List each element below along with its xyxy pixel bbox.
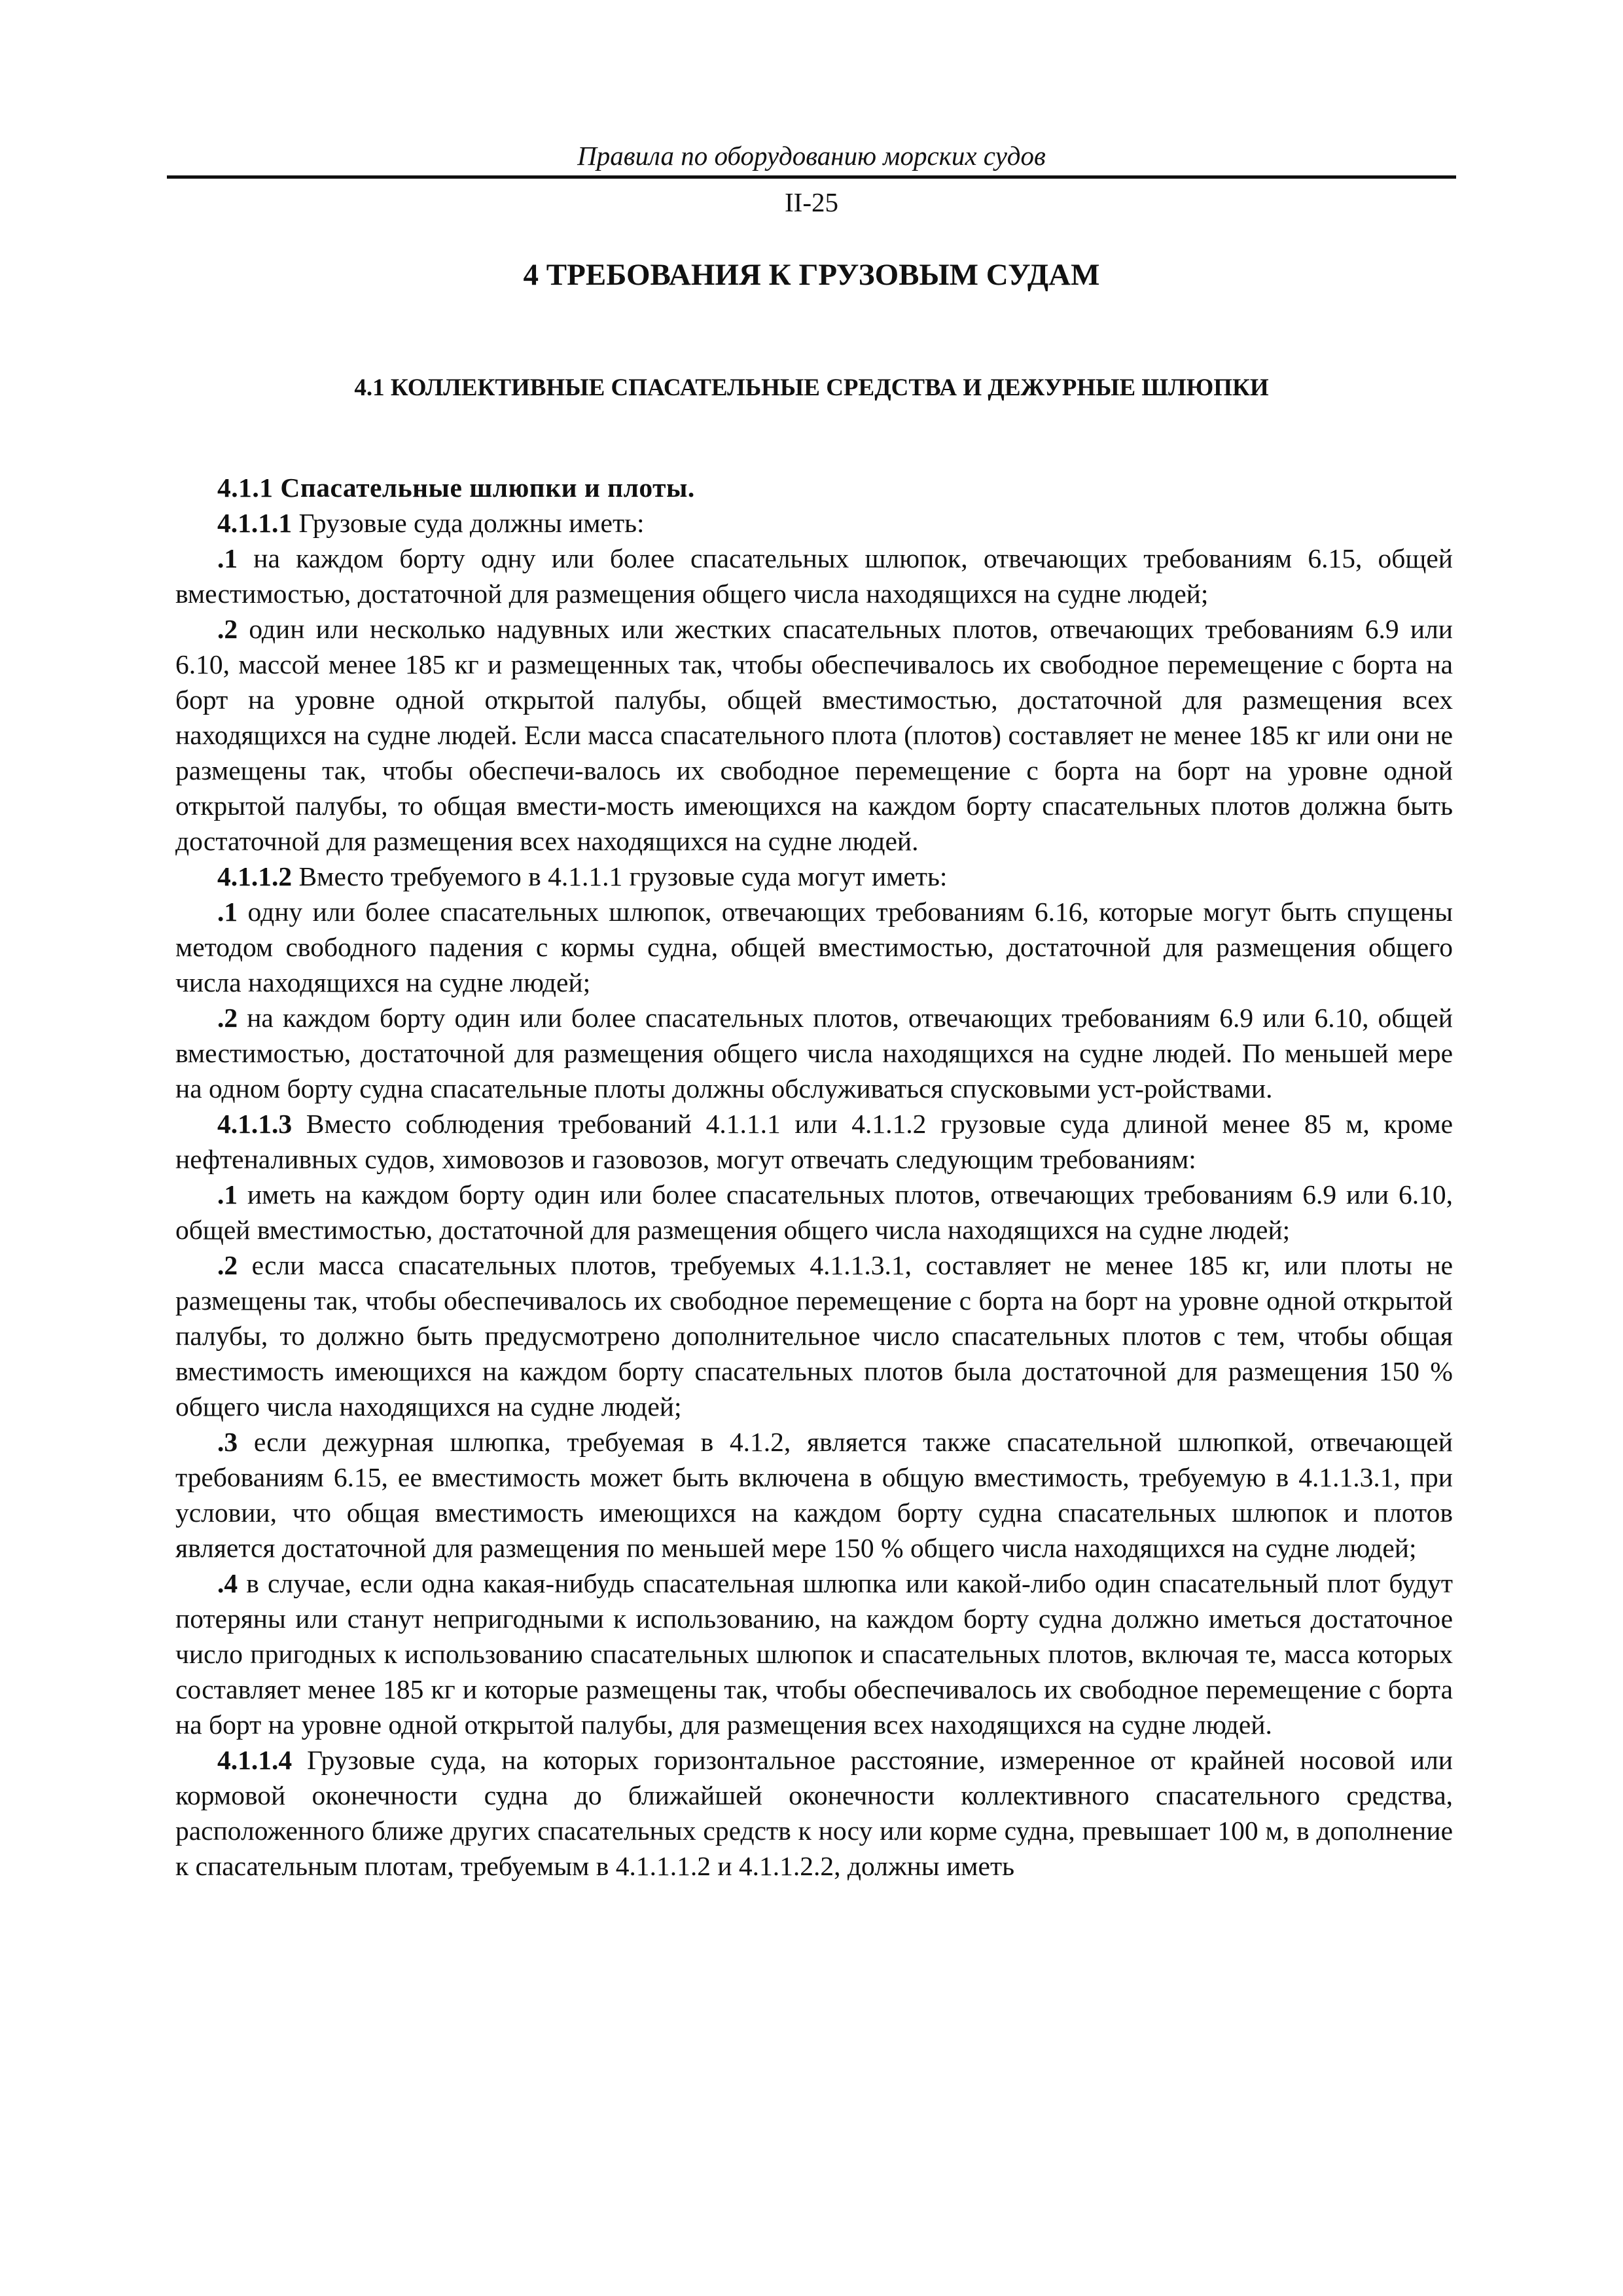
item-text: в случае, если одна какая-нибудь спасательная шлюпка или какой-либо один спасательный плот будут потеряны или станут непригодными к использованию, на каждом борту судна должно иметься достаточное число пригодных к использованию спасательных шлюпок и спасательных плотов, включая те, масса которых составляет менее 185 кг и которые размещены так, чтобы обеспечивалось их свободное перемещение с борта на борт на уровне одной открытой палубы, для размещения всех находящихся на судне людей. bbox=[175, 1568, 1453, 1740]
paragraph-4-1-1-1 bbox=[175, 505, 1453, 541]
paragraph-4-1-1-1-1 bbox=[175, 541, 1453, 611]
paragraph-4-1-1-3-3 bbox=[175, 1424, 1453, 1566]
paragraph-number: 4.1.1.2 bbox=[217, 861, 293, 891]
paragraph-4-1-1-2-2 bbox=[175, 1000, 1453, 1106]
paragraph-text: Грузовые суда, на которых горизонтальное расстояние, измеренное от крайней носовой или кормовой оконечности судна до ближайшей оконечности коллективного спасательного средства, расположенного ближе других спасательных средств к носу или корме судна, превышает 100 м, в дополнение к спасательным плотам, требуемым в 4.1.1.1.2 и 4.1.1.2.2, должны иметь bbox=[175, 1745, 1453, 1881]
item-text: один или несколько надувных или жестких спасательных плотов, отвечающих требованиям 6.9 или 6.10, массой менее 185 кг и размещенных так, чтобы обеспечивалось их свободное перемещение с борта на борт на уровне одной открытой палубы, общей вместимостью, достаточной для размещения всех находящихся на судне людей. Если масса спасательного плота (плотов) составляет не менее 185 кг или они не размещены так, чтобы обеспечи-валось их свободное перемещение с борта на борт на уровне одной открытой палубы, то общая вмести-мость имеющихся на каждом борту спасательных плотов должна быть достаточной для размещения всех находящихся на судне людей. bbox=[175, 614, 1453, 856]
section-title: 4.1 КОЛЛЕКТИВНЫЕ СПАСАТЕЛЬНЫЕ СРЕДСТВА И ДЕЖУРНЫЕ ШЛЮПКИ bbox=[354, 374, 1269, 401]
subsection-heading-text: 4.1.1 Спасательные шлюпки и плоты. bbox=[217, 473, 695, 503]
running-header: Правила по оборудованию морских судов bbox=[577, 141, 1046, 171]
page-number: II-25 bbox=[785, 187, 838, 217]
paragraph-number: 4.1.1.3 bbox=[217, 1109, 293, 1139]
subsection-heading bbox=[175, 470, 1453, 505]
item-number: .2 bbox=[217, 1250, 238, 1280]
item-number: .2 bbox=[217, 1003, 238, 1033]
item-text: на каждом борту одну или более спасательных шлюпок, отвечающих требованиям 6.15, общей вместимостью, достаточной для размещения общего числа находящихся на судне людей; bbox=[175, 543, 1453, 609]
body-text bbox=[175, 470, 1453, 1884]
paragraph-4-1-1-3-1 bbox=[175, 1177, 1453, 1247]
item-number: .1 bbox=[217, 543, 238, 573]
paragraph-4-1-1-3-4 bbox=[175, 1566, 1453, 1742]
paragraph-4-1-1-3 bbox=[175, 1106, 1453, 1177]
paragraph-4-1-1-2 bbox=[175, 859, 1453, 894]
item-text: если масса спасательных плотов, требуемых 4.1.1.3.1, составляет не менее 185 кг, или плоты не размещены так, чтобы обеспечивалось их свободное перемещение с борта на борт на уровне одной открытой палубы, то должно быть предусмотрено дополнительное число спасательных плотов с тем, чтобы общая вместимость имеющихся на каждом борту спасательных плотов была достаточной для размещения 150 % общего числа находящихся на судне людей; bbox=[175, 1250, 1453, 1422]
chapter-title: 4 ТРЕБОВАНИЯ К ГРУЗОВЫМ СУДАМ bbox=[523, 258, 1100, 292]
paragraph-4-1-1-3-2 bbox=[175, 1247, 1453, 1424]
item-number: .1 bbox=[217, 897, 238, 927]
paragraph-number: 4.1.1.4 bbox=[217, 1745, 293, 1775]
item-text: на каждом борту один или более спасательных плотов, отвечающих требованиям 6.9 или 6.10, общей вместимостью, достаточной для размещения общего числа находящихся на судне людей. По меньшей мере на одном борту судна спасательные плоты должны обслуживаться спусковыми уст-ройствами. bbox=[175, 1003, 1453, 1103]
item-text: иметь на каждом борту один или более спасательных плотов, отвечающих требованиям 6.9 или 6.10, общей вместимостью, достаточной для размещения общего числа находящихся на судне людей; bbox=[175, 1179, 1453, 1245]
item-text: если дежурная шлюпка, требуемая в 4.1.2, является также спасательной шлюпкой, отвечающей требованиям 6.15, ее вместимость может быть включена в общую вместимость, требуемую в 4.1.1.3.1, при условии, что общая вместимость имеющихся на каждом борту судна спасательных шлюпок и плотов является достаточной для размещения по меньшей мере 150 % общего числа находящихся на судне людей; bbox=[175, 1427, 1453, 1563]
item-number: .1 bbox=[217, 1179, 238, 1210]
item-number: .3 bbox=[217, 1427, 238, 1457]
paragraph-4-1-1-4 bbox=[175, 1742, 1453, 1884]
paragraph-text: Вместо требуемого в 4.1.1.1 грузовые суда могут иметь: bbox=[292, 861, 948, 891]
item-text: одну или более спасательных шлюпок, отвечающих требованиям 6.16, которые могут быть спущены методом свободного падения с кормы судна, общей вместимостью, достаточной для размещения общего числа находящихся на судне людей; bbox=[175, 897, 1453, 997]
header-rule bbox=[167, 175, 1456, 179]
paragraph-text: Вместо соблюдения требований 4.1.1.1 или 4.1.1.2 грузовые суда длиной менее 85 м, кроме нефтеналивных судов, химовозов и газовозов, могут отвечать следующим требованиям: bbox=[175, 1109, 1453, 1174]
paragraph-text: Грузовые суда должны иметь: bbox=[292, 508, 645, 538]
paragraph-4-1-1-1-2 bbox=[175, 611, 1453, 859]
item-number: .4 bbox=[217, 1568, 238, 1598]
paragraph-number: 4.1.1.1 bbox=[217, 508, 293, 538]
item-number: .2 bbox=[217, 614, 238, 644]
paragraph-4-1-1-2-1 bbox=[175, 894, 1453, 1000]
